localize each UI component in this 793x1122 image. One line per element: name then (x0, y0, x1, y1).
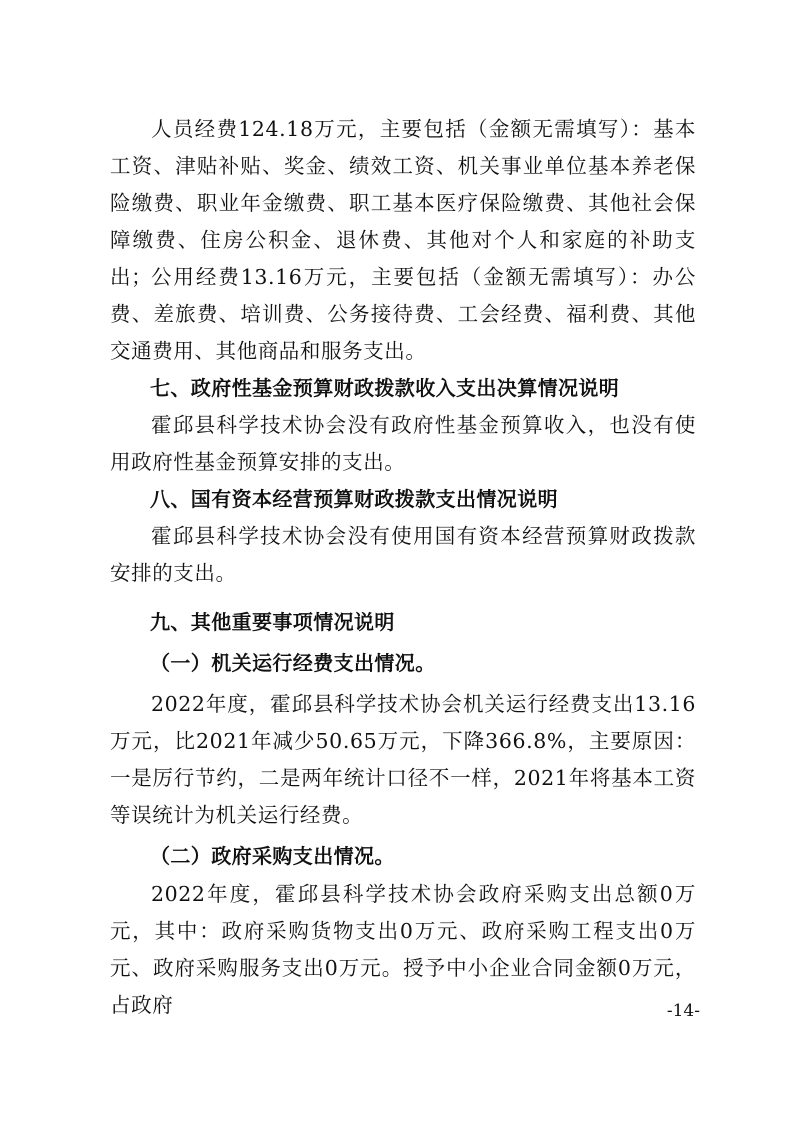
section-7-body: 霍邱县科学技术协会没有政府性基金预算收入，也没有使用政府性基金预算安排的支出。 (110, 413, 696, 474)
subsection-2-body: 2022年度，霍邱县科学技术协会政府采购支出总额0万元，其中：政府采购货物支出0万元、政府采购工程支出0万元、政府采购服务支出0万元。授予中小企业合同金额0万元，占政府 (110, 882, 696, 1017)
subsection-1-body: 2022年度，霍邱县科学技术协会机关运行经费支出13.16万元，比2021年减少50.65万元，下降366.8%，主要原因：一是厉行节约，二是两年统计口径不一样，2021年将基本工资等误统计为机关运行经费。 (110, 692, 696, 827)
subsection-2-heading: （二）政府采购支出情况。 (150, 844, 395, 868)
section-8-body: 霍邱县科学技术协会没有使用国有资本经营预算财政拨款安排的支出。 (110, 524, 696, 585)
section-9-heading: 九、其他重要事项情况说明 (150, 610, 395, 634)
public-expense-paragraph: 公用经费13.16万元，主要包括（金额无需填写）：办公费、差旅费、培训费、公务接待费、工会经费、福利费、其他交通费用、其他商品和服务支出。 (110, 265, 696, 363)
section-7-heading: 七、政府性基金预算财政拨款收入支出决算情况说明 (150, 376, 620, 400)
subsection-1-heading: （一）机关运行经费支出情况。 (150, 651, 436, 675)
personnel-expense-paragraph: 人员经费124.18万元，主要包括（金额无需填写）：基本工资、津贴补贴、奖金、绩效工资、机关事业单位基本养老保险缴费、职业年金缴费、职工基本医疗保险缴费、其他社会保障缴费、住房公积金、退休费、其他对个人和家庭的补助支出； (110, 117, 696, 289)
section-8-heading: 八、国有资本经营预算财政拨款支出情况说明 (150, 487, 558, 511)
page-number: -14- (666, 1001, 700, 1021)
